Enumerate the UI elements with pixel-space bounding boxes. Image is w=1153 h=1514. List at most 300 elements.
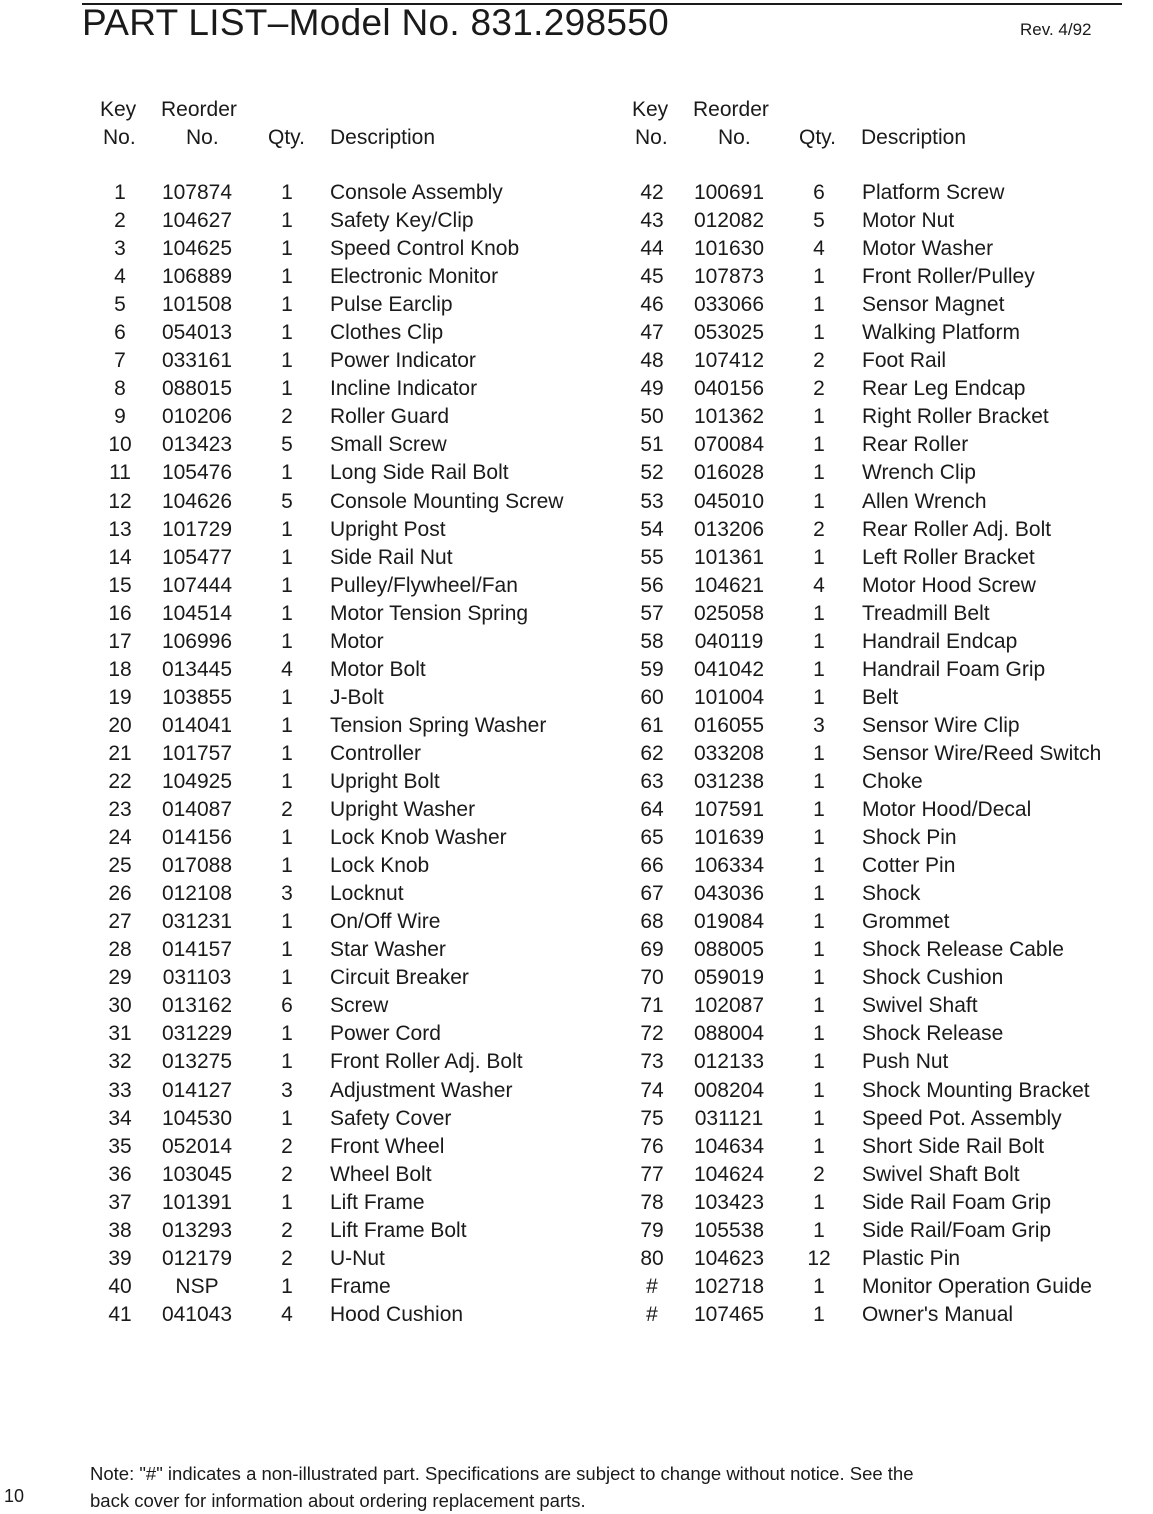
part-description: Motor Nut xyxy=(862,209,955,233)
part-key-number: 58 xyxy=(640,629,664,653)
part-key-number: 31 xyxy=(108,1022,132,1046)
part-description: Rear Roller Adj. Bolt xyxy=(862,517,1052,541)
part-row xyxy=(100,768,660,796)
part-reorder-number: 104627 xyxy=(161,209,233,233)
part-quantity: 1 xyxy=(813,1078,825,1102)
part-row xyxy=(632,1245,1153,1273)
part-quantity: 1 xyxy=(281,573,293,597)
part-description: Lift Frame Bolt xyxy=(330,1218,467,1242)
part-key-number: 15 xyxy=(108,573,132,597)
part-description: Push Nut xyxy=(862,1050,949,1074)
footnote-line-1: Note: "#" indicates a non-illustrated part. Specifications are subject to change without notice. See the xyxy=(90,1463,914,1484)
part-description: Small Screw xyxy=(330,433,447,457)
part-key-number: 1 xyxy=(114,181,126,204)
part-reorder-number: 016055 xyxy=(693,713,765,737)
part-key-number: 12 xyxy=(108,489,132,513)
part-quantity: 4 xyxy=(281,657,293,681)
part-quantity: 5 xyxy=(813,209,825,233)
part-row xyxy=(632,1189,1153,1217)
part-reorder-number: 033208 xyxy=(693,741,765,765)
header-description: Description xyxy=(330,126,436,149)
part-row xyxy=(100,403,660,431)
part-reorder-number: 104621 xyxy=(693,573,765,597)
part-description: Motor Tension Spring xyxy=(330,601,529,625)
part-description: Speed Control Knob xyxy=(330,237,520,261)
part-key-number: 52 xyxy=(640,461,664,485)
part-row xyxy=(632,852,1153,880)
part-row xyxy=(100,936,660,964)
part-quantity: 2 xyxy=(281,1218,293,1242)
part-key-number: 62 xyxy=(640,741,664,765)
part-quantity: 1 xyxy=(281,601,293,625)
part-description: Locknut xyxy=(330,882,404,906)
part-description: Upright Washer xyxy=(330,798,476,822)
part-row xyxy=(632,656,1153,684)
part-key-number: 66 xyxy=(640,854,664,878)
revision-label: Rev. 4/92 xyxy=(1020,20,1092,39)
part-key-number: 57 xyxy=(640,601,664,625)
part-quantity: 1 xyxy=(813,433,825,457)
part-row xyxy=(100,684,660,712)
part-description: Sensor Wire Clip xyxy=(862,713,1020,737)
part-row xyxy=(632,291,1153,319)
part-key-number: 2 xyxy=(114,209,126,233)
part-description: Handrail Foam Grip xyxy=(862,657,1046,681)
header-key-line1: Key xyxy=(100,98,137,121)
part-quantity: 2 xyxy=(281,798,293,822)
part-description: Electronic Monitor xyxy=(330,265,499,289)
part-description: Side Rail/Foam Grip xyxy=(862,1218,1052,1242)
part-reorder-number: 017088 xyxy=(161,854,233,878)
part-reorder-number: 101004 xyxy=(693,685,765,709)
part-reorder-number: 105538 xyxy=(693,1218,765,1242)
part-reorder-number: 107465 xyxy=(693,1302,765,1326)
part-reorder-number: 013275 xyxy=(161,1050,233,1074)
part-description: Tension Spring Washer xyxy=(330,713,547,737)
part-key-number: 17 xyxy=(108,629,132,653)
part-key-number: 70 xyxy=(640,966,664,990)
part-reorder-number: 053025 xyxy=(693,321,765,345)
part-key-number: 54 xyxy=(640,517,664,541)
part-row xyxy=(632,516,1153,544)
part-quantity: 2 xyxy=(813,377,825,401)
part-quantity: 1 xyxy=(281,685,293,709)
part-key-number: 9 xyxy=(114,405,126,429)
part-reorder-number: 100691 xyxy=(693,181,765,204)
part-key-number: 21 xyxy=(108,741,132,765)
part-key-number: 56 xyxy=(640,573,664,597)
part-key-number: 51 xyxy=(640,433,664,457)
part-reorder-number: 014156 xyxy=(161,826,233,850)
part-quantity: 1 xyxy=(281,629,293,653)
part-key-number: 74 xyxy=(640,1078,664,1102)
part-row xyxy=(632,572,1153,600)
part-reorder-number: 088004 xyxy=(693,1022,765,1046)
part-reorder-number: 104634 xyxy=(693,1134,765,1158)
part-description: Monitor Operation Guide xyxy=(862,1274,1092,1298)
part-quantity: 1 xyxy=(813,1274,825,1298)
part-reorder-number: 104626 xyxy=(161,489,233,513)
part-reorder-number: 013293 xyxy=(161,1218,233,1242)
part-description: Safety Cover xyxy=(330,1106,452,1130)
header-reorder-line1: Reorder xyxy=(161,98,237,121)
part-description: Upright Bolt xyxy=(330,769,440,793)
part-row xyxy=(100,992,660,1020)
part-row xyxy=(632,908,1153,936)
part-key-number: 29 xyxy=(108,966,132,990)
part-row xyxy=(100,291,660,319)
part-key-number: 65 xyxy=(640,826,664,850)
header-qty: Qty. xyxy=(268,126,305,149)
part-key-number: 61 xyxy=(640,713,664,737)
part-quantity: 1 xyxy=(281,517,293,541)
part-key-number: 73 xyxy=(640,1050,664,1074)
part-key-number: 75 xyxy=(640,1106,664,1130)
part-reorder-number: 107591 xyxy=(693,798,765,822)
header-reorder-line2: No. xyxy=(186,126,219,149)
part-row xyxy=(632,1133,1153,1161)
part-key-number: 4 xyxy=(114,265,126,289)
part-description: Upright Post xyxy=(330,517,446,541)
part-reorder-number: 043036 xyxy=(693,882,765,906)
part-quantity: 1 xyxy=(813,1134,825,1158)
part-key-number: 30 xyxy=(108,994,132,1018)
part-key-number: 67 xyxy=(640,882,664,906)
parts-list-left xyxy=(100,179,660,1329)
part-row xyxy=(632,431,1153,459)
part-row xyxy=(100,516,660,544)
part-reorder-number: 101508 xyxy=(161,293,233,317)
part-quantity: 1 xyxy=(813,657,825,681)
part-key-number: 37 xyxy=(108,1190,132,1214)
part-quantity: 1 xyxy=(813,489,825,513)
part-quantity: 4 xyxy=(813,237,825,261)
part-description: Wheel Bolt xyxy=(330,1162,432,1186)
part-row xyxy=(632,628,1153,656)
part-row xyxy=(100,1273,660,1301)
part-reorder-number: 106889 xyxy=(161,265,233,289)
part-description: Frame xyxy=(330,1274,391,1298)
part-reorder-number: 052014 xyxy=(161,1134,233,1158)
part-key-number: 79 xyxy=(640,1218,664,1242)
part-reorder-number: 107444 xyxy=(161,573,233,597)
part-quantity: 1 xyxy=(281,769,293,793)
part-reorder-number: 012082 xyxy=(693,209,765,233)
part-quantity: 5 xyxy=(281,489,293,513)
part-description: Short Side Rail Bolt xyxy=(862,1134,1045,1158)
part-reorder-number: 104514 xyxy=(161,601,233,625)
header-qty: Qty. xyxy=(799,126,836,149)
part-reorder-number: 106334 xyxy=(693,854,765,878)
part-reorder-number: 012108 xyxy=(161,882,233,906)
header-key-line1: Key xyxy=(632,98,669,121)
part-row xyxy=(100,431,660,459)
part-key-number: # xyxy=(646,1274,658,1298)
part-quantity: 1 xyxy=(281,741,293,765)
part-row xyxy=(100,628,660,656)
part-description: Sensor Wire/Reed Switch xyxy=(862,741,1102,765)
part-key-number: 40 xyxy=(108,1274,132,1298)
part-key-number: 16 xyxy=(108,601,132,625)
part-reorder-number: 106996 xyxy=(161,629,233,653)
part-description: J-Bolt xyxy=(330,685,384,709)
part-quantity: 1 xyxy=(813,1218,825,1242)
part-reorder-number: 012133 xyxy=(693,1050,765,1074)
part-quantity: 1 xyxy=(281,1274,293,1298)
part-description: Hood Cushion xyxy=(330,1302,464,1326)
part-description: Shock xyxy=(862,882,921,906)
part-row xyxy=(100,1020,660,1048)
part-reorder-number: 101729 xyxy=(161,517,233,541)
part-key-number: 34 xyxy=(108,1106,132,1130)
part-reorder-number: 040119 xyxy=(694,629,764,653)
part-key-number: 39 xyxy=(108,1246,132,1270)
header-key-line2: No. xyxy=(635,126,668,149)
part-reorder-number: 102718 xyxy=(693,1274,765,1298)
part-row xyxy=(632,403,1153,431)
part-row xyxy=(100,319,660,347)
part-description: Motor Washer xyxy=(862,237,994,261)
header-description: Description xyxy=(861,126,967,149)
part-key-number: 41 xyxy=(108,1302,132,1326)
part-description: Cotter Pin xyxy=(862,854,956,878)
part-key-number: 42 xyxy=(640,181,664,204)
part-reorder-number: 101757 xyxy=(161,741,233,765)
part-row xyxy=(632,824,1153,852)
part-description: Lock Knob Washer xyxy=(330,826,507,850)
page-number: 10 xyxy=(4,1486,25,1506)
part-description: Incline Indicator xyxy=(330,377,478,401)
part-row xyxy=(632,880,1153,908)
part-quantity: 1 xyxy=(813,265,825,289)
part-reorder-number: 014127 xyxy=(161,1078,233,1102)
part-quantity: 6 xyxy=(813,181,825,204)
part-quantity: 1 xyxy=(813,461,825,485)
part-key-number: 68 xyxy=(640,910,664,934)
part-row xyxy=(632,1161,1153,1189)
part-reorder-number: 107412 xyxy=(693,349,765,373)
part-row xyxy=(632,347,1153,375)
part-description: Grommet xyxy=(862,910,950,934)
part-description: Rear Leg Endcap xyxy=(862,377,1026,401)
part-quantity: 2 xyxy=(281,405,293,429)
part-description: Sensor Magnet xyxy=(862,293,1005,317)
part-reorder-number: 013162 xyxy=(161,994,233,1018)
part-reorder-number: 103045 xyxy=(161,1162,233,1186)
part-quantity: 1 xyxy=(281,209,293,233)
header-reorder-line2: No. xyxy=(718,126,751,149)
part-row xyxy=(100,1133,660,1161)
part-description: Console Mounting Screw xyxy=(330,489,564,513)
part-reorder-number: 013445 xyxy=(161,657,233,681)
part-reorder-number: 041042 xyxy=(693,657,765,681)
part-quantity: 1 xyxy=(281,966,293,990)
part-row xyxy=(632,796,1153,824)
part-row xyxy=(100,656,660,684)
part-description: Walking Platform xyxy=(862,321,1020,345)
part-reorder-number: 031238 xyxy=(693,769,765,793)
part-reorder-number: 031231 xyxy=(161,910,233,934)
part-quantity: 1 xyxy=(813,769,825,793)
part-quantity: 2 xyxy=(813,1162,825,1186)
footnote xyxy=(90,1460,1130,1514)
part-reorder-number: 045010 xyxy=(693,489,765,513)
part-key-number: 80 xyxy=(640,1246,664,1270)
part-quantity: 4 xyxy=(813,573,825,597)
part-description: Safety Key/Clip xyxy=(330,209,474,233)
part-reorder-number: 104625 xyxy=(161,237,233,261)
part-quantity: 5 xyxy=(281,433,293,457)
part-quantity: 1 xyxy=(813,1050,825,1074)
part-description: Controller xyxy=(330,741,422,765)
part-key-number: 60 xyxy=(640,685,664,709)
part-description: Plastic Pin xyxy=(862,1246,961,1270)
part-description: Circuit Breaker xyxy=(330,966,469,990)
part-reorder-number: 054013 xyxy=(161,321,233,345)
part-quantity: 2 xyxy=(281,1162,293,1186)
part-quantity: 1 xyxy=(281,1050,293,1074)
part-row xyxy=(100,600,660,628)
part-reorder-number: 088015 xyxy=(161,377,233,401)
part-key-number: 28 xyxy=(108,938,132,962)
part-quantity: 1 xyxy=(281,1022,293,1046)
part-row xyxy=(100,712,660,740)
part-description: Handrail Endcap xyxy=(862,629,1018,653)
part-quantity: 1 xyxy=(281,1190,293,1214)
part-description: Shock Cushion xyxy=(862,966,1004,990)
part-quantity: 6 xyxy=(281,994,293,1018)
part-row xyxy=(100,347,660,375)
part-reorder-number: 033066 xyxy=(693,293,765,317)
part-row xyxy=(100,263,660,291)
part-quantity: 1 xyxy=(813,293,825,317)
part-reorder-number: 012179 xyxy=(161,1246,233,1270)
part-reorder-number: 025058 xyxy=(693,601,765,625)
part-description: Swivel Shaft Bolt xyxy=(862,1162,1020,1186)
part-quantity: 1 xyxy=(281,713,293,737)
part-reorder-number: 041043 xyxy=(161,1302,233,1326)
part-key-number: 59 xyxy=(640,657,664,681)
part-reorder-number: 101361 xyxy=(693,545,765,569)
part-quantity: 1 xyxy=(813,882,825,906)
part-key-number: 46 xyxy=(640,293,664,317)
part-reorder-number: 010206 xyxy=(161,405,233,429)
part-row xyxy=(100,880,660,908)
part-key-number: 3 xyxy=(114,237,126,261)
right-column-headers xyxy=(632,96,1132,156)
part-key-number: 38 xyxy=(108,1218,132,1242)
part-quantity: 1 xyxy=(813,1302,825,1326)
part-row xyxy=(100,796,660,824)
part-quantity: 1 xyxy=(281,377,293,401)
part-row xyxy=(100,740,660,768)
part-quantity: 1 xyxy=(813,1022,825,1046)
part-key-number: 69 xyxy=(640,938,664,962)
part-key-number: 25 xyxy=(108,854,132,878)
part-row xyxy=(632,1273,1153,1301)
part-key-number: 55 xyxy=(640,545,664,569)
part-quantity: 1 xyxy=(813,938,825,962)
part-row xyxy=(632,768,1153,796)
left-column-headers xyxy=(100,96,580,156)
part-description: Speed Pot. Assembly xyxy=(862,1106,1062,1130)
part-description: U-Nut xyxy=(330,1246,385,1270)
part-quantity: 1 xyxy=(281,293,293,317)
part-quantity: 12 xyxy=(807,1246,831,1270)
part-quantity: 1 xyxy=(281,461,293,485)
part-reorder-number: 103423 xyxy=(693,1190,765,1214)
part-description: Screw xyxy=(330,994,389,1018)
part-key-number: 64 xyxy=(640,798,664,822)
part-reorder-number: NSP xyxy=(175,1274,219,1298)
part-reorder-number: 107874 xyxy=(161,181,233,204)
part-description: Swivel Shaft xyxy=(862,994,978,1018)
part-reorder-number: 105476 xyxy=(161,461,233,485)
part-reorder-number: 101639 xyxy=(693,826,765,850)
part-description: Star Washer xyxy=(330,938,446,962)
part-description: Motor Bolt xyxy=(330,657,426,681)
part-description: Owner's Manual xyxy=(862,1302,1014,1326)
part-row xyxy=(100,459,660,487)
part-row xyxy=(632,207,1153,235)
part-key-number: 7 xyxy=(114,349,126,373)
part-quantity: 1 xyxy=(281,321,293,345)
part-reorder-number: 101630 xyxy=(693,237,765,261)
part-description: Left Roller Bracket xyxy=(862,545,1035,569)
part-description: Motor xyxy=(330,629,384,653)
part-reorder-number: 103855 xyxy=(161,685,233,709)
part-quantity: 3 xyxy=(281,1078,293,1102)
part-key-number: 8 xyxy=(114,377,126,401)
part-row xyxy=(100,964,660,992)
part-description: Lift Frame xyxy=(330,1190,425,1214)
part-key-number: 45 xyxy=(640,265,664,289)
part-quantity: 1 xyxy=(813,1106,825,1130)
part-quantity: 1 xyxy=(281,237,293,261)
part-key-number: 18 xyxy=(108,657,132,681)
part-description: Wrench Clip xyxy=(862,461,976,485)
part-row xyxy=(100,207,660,235)
part-quantity: 1 xyxy=(813,601,825,625)
part-row xyxy=(632,1020,1153,1048)
part-reorder-number: 101391 xyxy=(161,1190,233,1214)
part-key-number: 77 xyxy=(640,1162,664,1186)
parts-list-right xyxy=(632,179,1153,1329)
part-row xyxy=(100,852,660,880)
part-description: Pulley/Flywheel/Fan xyxy=(330,573,518,597)
part-key-number: 13 xyxy=(108,517,132,541)
part-key-number: 48 xyxy=(640,349,664,373)
part-quantity: 1 xyxy=(813,629,825,653)
part-key-number: # xyxy=(646,1302,658,1326)
part-description: Lock Knob xyxy=(330,854,430,878)
part-description: Allen Wrench xyxy=(862,489,987,513)
part-row xyxy=(632,319,1153,347)
part-reorder-number: 033161 xyxy=(161,349,233,373)
part-row xyxy=(632,1048,1153,1076)
part-quantity: 1 xyxy=(813,321,825,345)
part-row xyxy=(632,712,1153,740)
part-description: Power Indicator xyxy=(330,349,476,373)
part-row xyxy=(632,740,1153,768)
part-description: Choke xyxy=(862,769,923,793)
part-row xyxy=(632,600,1153,628)
part-reorder-number: 104925 xyxy=(161,769,233,793)
part-row xyxy=(632,1077,1153,1105)
part-quantity: 2 xyxy=(281,1134,293,1158)
part-quantity: 1 xyxy=(813,405,825,429)
part-quantity: 2 xyxy=(813,349,825,373)
